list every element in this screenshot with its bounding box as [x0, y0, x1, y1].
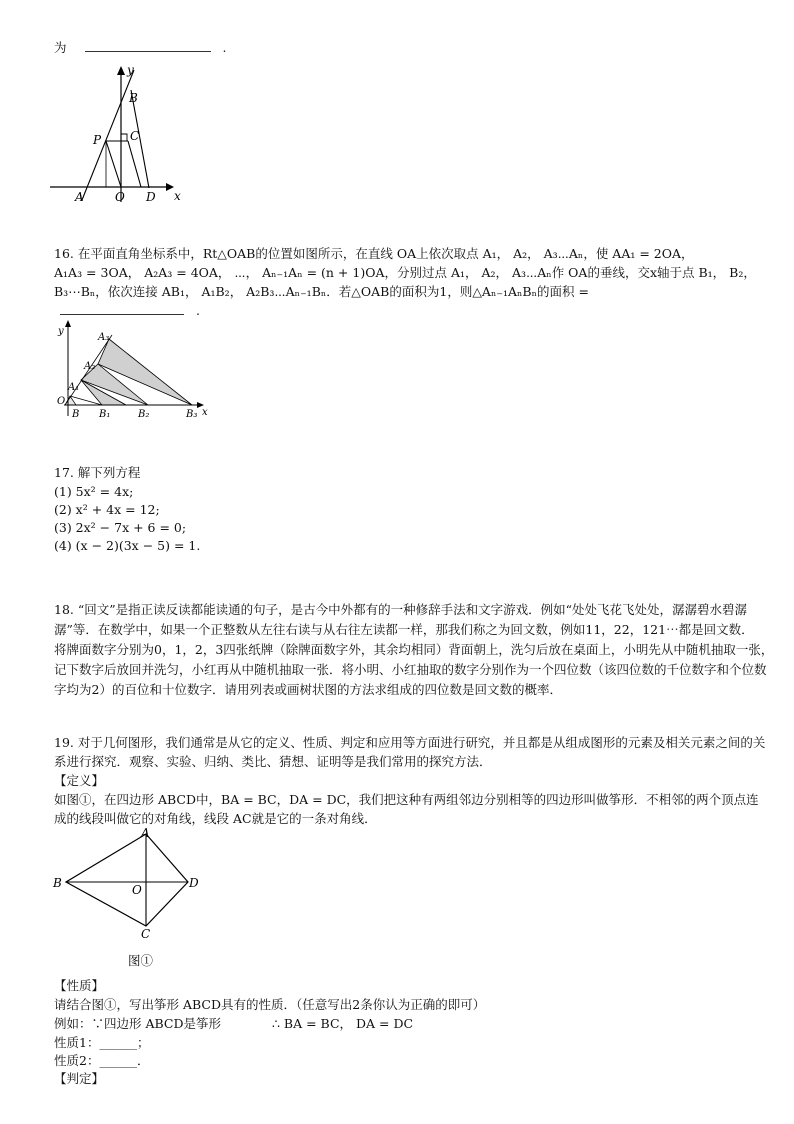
q19-prop-instruction: 请结合图①，写出筝形 ABCD具有的性质．（任意写出2条你认为正确的即可） [54, 997, 486, 1012]
q19-label-D: D [189, 876, 199, 890]
y-axis-arrow-icon [65, 320, 71, 327]
q19-example-right: ∴ BA = BC， DA = DC [272, 1016, 414, 1031]
right-angle-mark-icon [121, 134, 127, 141]
q17-item-2: (2) x² + 4x = 12; [54, 502, 160, 517]
q15-label-O: O [115, 190, 125, 204]
kite-outline [66, 834, 188, 926]
q16-figure [52, 318, 212, 420]
q15-label-A: A [75, 190, 84, 204]
q15-label-y: y [127, 63, 134, 77]
q15-label-C: C [130, 129, 140, 143]
q15-label-D: D [146, 190, 156, 204]
q19-prop-2[interactable]: 性质2：______． [54, 1053, 150, 1068]
q16-line-3: B₃⋯Bₙ，依次连接 AB₁， A₁B₂， A₂B₃⋯Aₙ₋₁Bₙ．若△OAB的面积为1，则△Aₙ₋₁AₙBₙ的面积 = [54, 284, 589, 299]
q18-line-3: 将牌面数字分别为0，1，2，3四张纸牌（除牌面数字外，其余均相同）背面朝上，洗匀后放在桌面上，小明先从中随机抽取一张， [54, 642, 774, 657]
q18-line-5: 字均为2）的百位和十位数字．请用列表或画树状图的方法求组成的四位数是回文数的概率． [54, 682, 562, 697]
q19-line-1: 19. 对于几何图形，我们通常是从它的定义、性质、判定和应用等方面进行研究，并且都是从组成图形的元素及相关元素之间的关 [54, 735, 766, 750]
q16-label-B2: B₂ [138, 409, 150, 420]
q16-answer-blank[interactable] [60, 302, 184, 315]
q16-label-A2: A₂ [84, 361, 96, 372]
q19-def-line-1: 如图①，在四边形 ABCD中，BA = BC，DA = DC，我们把这种有两组邻边分别相等的四边形叫做筝形．不相邻的两个顶点连 [54, 792, 759, 807]
q19-prop-heading: 【性质】 [54, 978, 105, 993]
q19-prop-1[interactable]: 性质1：______； [54, 1035, 150, 1050]
q17-item-3: (3) 2x² − 7x + 6 = 0; [54, 520, 187, 535]
q17-item-1: (1) 5x² = 4x; [54, 484, 134, 499]
q16-label-B3: B₃ [186, 409, 198, 420]
q19-label-O: O [132, 883, 142, 897]
q19-def-heading: 【定义】 [54, 773, 105, 788]
q16-label-x: x [202, 407, 208, 418]
q15-figure [50, 62, 190, 207]
q15-label-B: B [129, 91, 138, 105]
q16-label-A3: A₃ [98, 332, 110, 343]
q16-label-B: B [72, 409, 80, 420]
q16-suffix: . [195, 303, 200, 318]
q17-item-4: (4) (x − 2)(3x − 5) = 1. [54, 538, 201, 553]
q15-prefix: 为 [54, 40, 67, 55]
q16-label-O: O [57, 396, 66, 407]
q18-line-1: 18. “回文”是指正读反读都能读通的句子，是古今中外都有的一种修辞手法和文字游戏．例如“处处飞花飞处处，潺潺碧水碧潺 [54, 602, 748, 617]
x-axis-arrow-icon [166, 183, 174, 191]
q19-kite-figure [50, 826, 210, 940]
q15-answer-blank[interactable] [85, 39, 211, 52]
q17-title: 17. 解下列方程 [54, 465, 141, 480]
q15-label-x: x [174, 189, 181, 203]
q19-example-left: 例如：∵四边形 ABCD是筝形 [54, 1016, 222, 1031]
q16-line-2: A₁A₃ = 3OA， A₂A₃ = 4OA， ⋯， Aₙ₋₁Aₙ = (n + 1)OA，分别过点 A₁， A₂， A₃⋯Aₙ作 OA的垂线，交x轴于点 B₁， B₂， [54, 265, 756, 280]
q19-label-B: B [53, 876, 62, 890]
q16-label-B1: B₁ [99, 409, 111, 420]
q19-label-A: A [141, 826, 150, 840]
q19-judge-heading: 【判定】 [54, 1071, 105, 1086]
q19-def-line-2: 成的线段叫做它的对角线，线段 AC就是它的一条对角线． [54, 811, 377, 826]
q19-figure-caption: 图① [128, 953, 154, 968]
q18-line-4: 记下数字后放回并洗匀，小红再从中随机抽取一张．将小明、小红抽取的数字分别作为一个四位数（该四位数的千位数字和个位数 [54, 662, 767, 677]
q16-shaded-triangle-3 [98, 339, 192, 405]
q15-answer-line [54, 38, 226, 57]
q19-label-C: C [141, 927, 151, 940]
q19-line-2: 系进行探究．观察、实验、归纳、类比、猜想、证明等是我们常用的探究方法． [54, 754, 492, 769]
y-axis-arrow-icon [117, 66, 125, 75]
q15-suffix: . [222, 40, 227, 55]
q18-line-2: 潺”等．在数学中，如果一个正整数从左往右读与从右往左读都一样，那我们称之为回文数，例如11，22，121⋯都是回文数． [54, 622, 754, 637]
q16-label-A1: A₁ [68, 382, 80, 393]
q16-label-y: y [58, 326, 64, 337]
q16-line-1: 16. 在平面直角坐标系中，Rt△OAB的位置如图所示，在直线 OA上依次取点 A₁， A₂， A₃⋯Aₙ，使 AA₁ = 2OA， [54, 246, 694, 261]
q15-label-P: P [93, 133, 102, 147]
